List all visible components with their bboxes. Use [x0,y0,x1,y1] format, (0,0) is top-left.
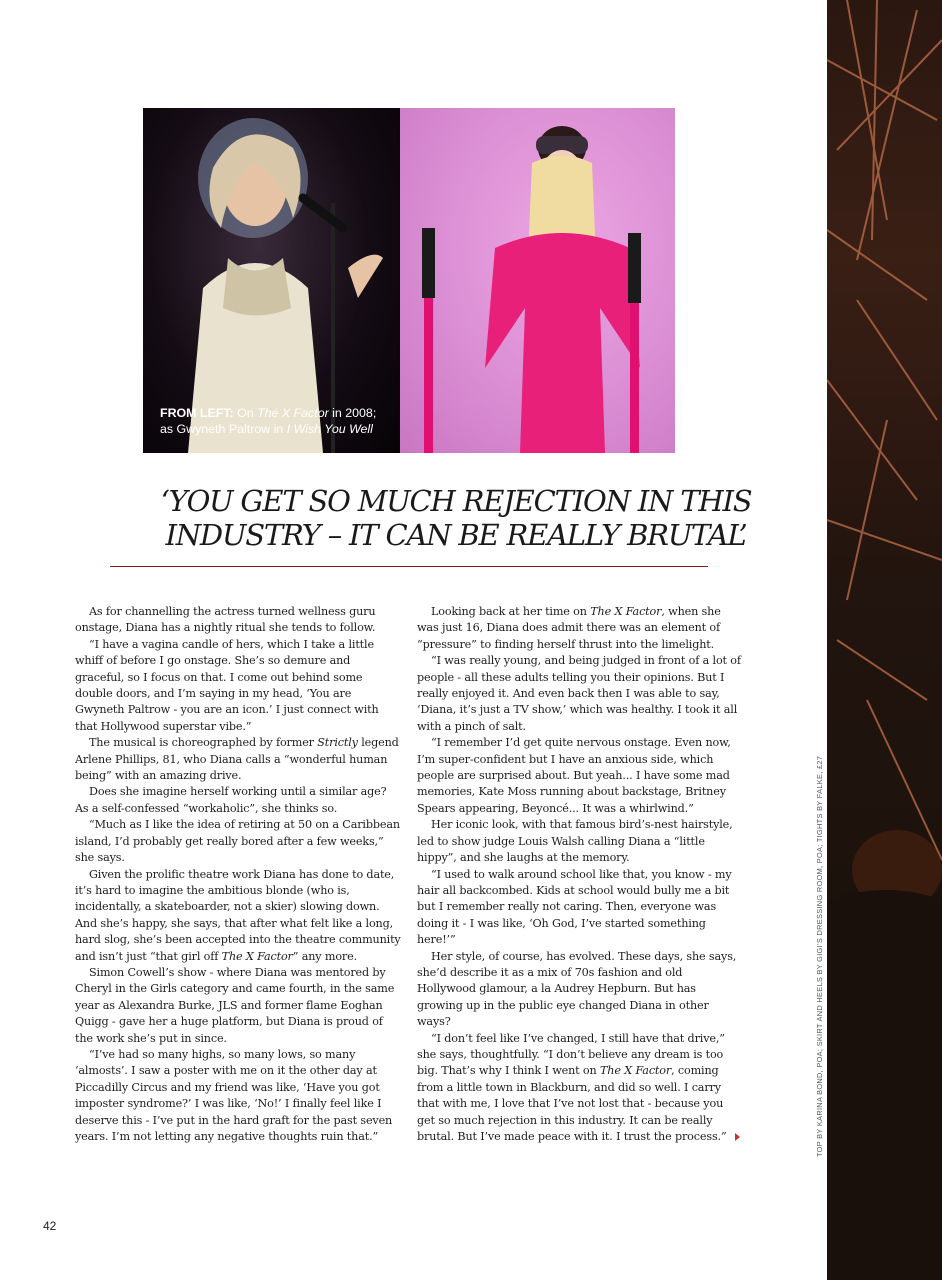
paragraph: The musical is choreographed by former Strictly legend Arlene Phillips, 81, who Diana calls a “wonderful human being” with an amazing drive. [75,736,399,783]
paragraph: “I used to walk around school like that, you know - my hair all backcombed. Kids at school would bully me a bit but I remember really not caring. Then, everyone was doing it - I was like, ‘Oh God, I’ve started something here!’” [417,867,732,947]
caption-text: in 2008; [332,406,377,420]
caption-musical-title: I Wish You Well [286,422,373,436]
end-of-article-marker [735,1133,740,1141]
fashion-credit: TOP BY KARINA BOND, POA; SKIRT AND HEELS BY GIGI’S DRESSING ROOM, POA; TIGHTS BY FALKE, £27 [815,755,824,1157]
paragraph: “I remember I’d get quite nervous onstage. Even now, I’m super-confident but I have an anxious side, which people are surprised about. But yeah... I have some mad memories, Kate Moss running about backstage, Britney Spears appearing, Beyoncé... It was a whirlwind.” [417,736,731,815]
photo-ski-suit-portrait [400,108,675,453]
paragraph: Her iconic look, with that famous bird’s-nest hairstyle, led to show judge Louis Walsh calling Diana a “little hippy”, and she laughs at the memory. [417,818,733,865]
paragraph: As for channelling the actress turned wellness guru onstage, Diana has a nightly ritual she tends to follow. [75,605,376,635]
paragraph: Looking back at her time on The X Factor, when she was just 16, Diana does admit there was an element of “pressure” to finding herself thrust into the limelight. [417,605,721,651]
caption-show-title: The X Factor [257,406,329,420]
headline-divider [110,566,708,567]
paragraph: Her style, of course, has evolved. These days, she says, she’d describe it as a mix of 70s fashion and old Hollywood glamour, a la Audrey Hepburn. But has growing up in the public eye changed Diana in other ways? [417,949,737,1029]
side-photo-plants [827,0,942,1280]
paragraph: Simon Cowell’s show - where Diana was mentored by Cheryl in the Girls category and came fourth, in the same year as Alexandra Burke, JLS and former flame Eoghan Quigg - gave her a huge platform, but Diana is proud of the work she’s put in since. [75,965,395,1045]
photo-caption [160,405,376,437]
ski-suit-illustration [400,108,675,453]
singer-illustration [143,108,400,453]
article-column-right [417,604,743,1145]
photo-spread [143,108,675,453]
caption-text: On [237,406,254,420]
photo-x-factor-performance [143,108,400,453]
paragraph: “Much as I like the idea of retiring at 50 on a Caribbean island, I’d probably get really bored after a few weeks,” she says. [75,818,400,865]
paragraph: “I was really young, and being judged in front of a lot of people - all these adults telling you their opinions. But I really enjoyed it. And even back then I was able to say, ‘Diana, it’s just a TV show,’ which was healthy. I took it all with a pinch of salt. [417,654,741,733]
paragraph: Does she imagine herself working until a similar age? As a self-confessed “workaholic”, she thinks so. [75,785,387,815]
paragraph: “I don’t feel like I’ve changed, I still have that drive,” she says, thoughtfully. “I don’t believe any dream is too big. That’s why I think I went on The X Factor, coming from a little town in Blackburn, and did so well. I carry that with me, I love that I’ve not lost that - because you get so much rejection in this industry. It can be really brutal. But I’ve made peace with it. I trust the process.” [417,1031,743,1146]
caption-label: FROM LEFT: [160,406,234,420]
palm-leaves-illustration [827,0,942,1280]
headline-line-1: ‘YOU GET SO MUCH REJECTION IN THIS [160,484,752,518]
pull-quote-headline [100,484,812,552]
page-number: 42 [43,1219,57,1233]
headline-line-2: INDUSTRY – IT CAN BE REALLY BRUTAL’ [165,518,747,552]
caption-text: as Gwyneth Paltrow in [160,422,284,436]
article-column-left [75,604,401,1145]
paragraph: “I have a vagina candle of hers, which I take a little whiff of before I go onstage. She’s so demure and graceful, so I focus on that. I come out behind some double doors, and I’m saying in my head, ‘You are Gwyneth Paltrow - you are an icon.’ I just connect with that Hollywood superstar vibe.” [75,637,379,733]
paragraph: “I’ve had so many highs, so many lows, so many ‘almosts’. I saw a poster with me on it the other day at Piccadilly Circus and my friend was like, ‘Have you got imposter syndrome?’ I was like, ‘No!’ I finally feel like I deserve this - I’ve put in the hard graft for the past seven years. I’m not letting any negative thoughts ruin that.” [75,1047,393,1143]
paragraph: Given the prolific theatre work Diana has done to date, it’s hard to imagine the ambitious blonde (who is, incidentally, a skateboarder, not a skier) slowing down. And she’s happy, she says, that after what felt like a long, hard slog, she’s been accepted into the theatre community and isn’t just “that girl off The X Factor” any more. [75,867,401,963]
